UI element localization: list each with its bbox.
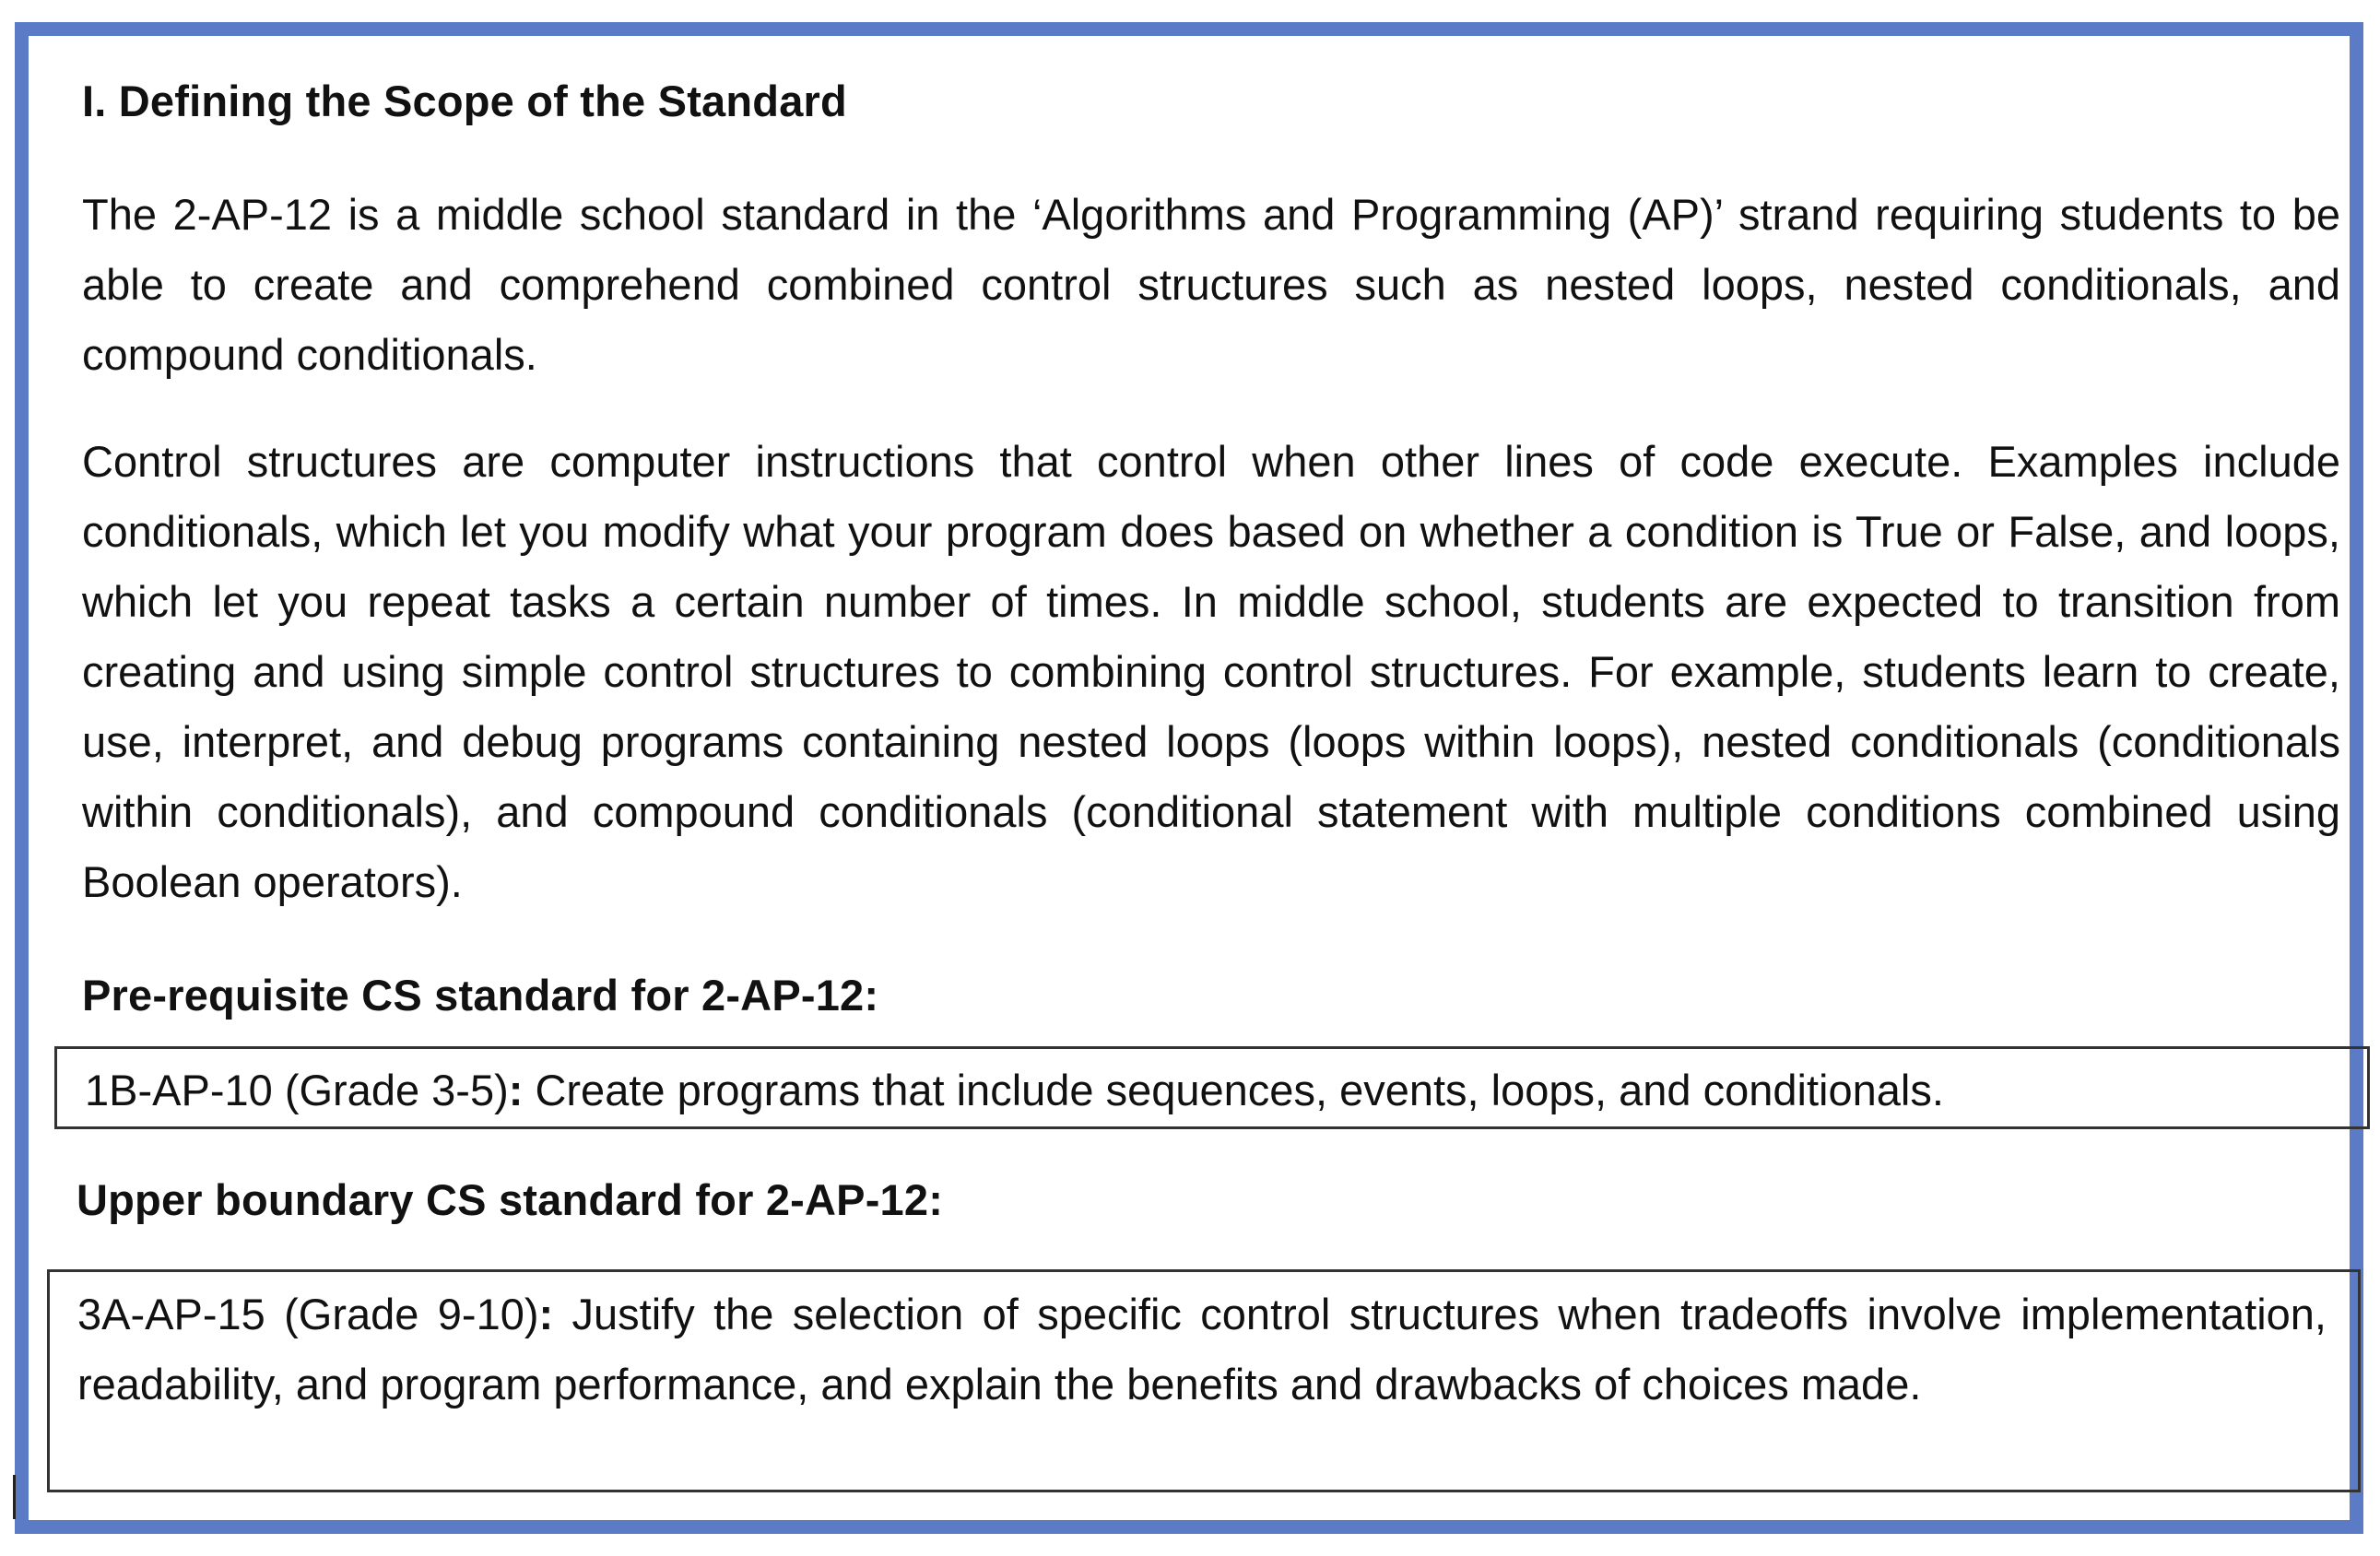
prerequisite-code: 1B-AP-10 (Grade 3-5) [85, 1066, 509, 1114]
document-content [77, 75, 2340, 1492]
prerequisite-heading: Pre-requisite CS standard for 2-AP-12: [82, 971, 879, 1020]
upper-boundary-heading: Upper boundary CS standard for 2-AP-12: [77, 1175, 944, 1224]
upper-boundary-colon: : [538, 1290, 554, 1338]
upper-boundary-code: 3A-AP-15 (Grade 9-10) [77, 1290, 539, 1338]
prerequisite-box [54, 1046, 2370, 1129]
document-frame [15, 22, 2363, 1534]
control-structures-paragraph: Control structures are computer instructions that control when other lines of code execute. Examples include conditionals, which let you modify what your program does based on whether a condition is True or False, and loops, which let you repeat tasks a certain number of times. In middle school, students are expected to transition from creating and using simple control structures to combining control structures. For example, students learn to create, use, interpret, and debug programs containing nested loops (loops within loops), nested conditionals (conditionals within conditionals), and compound conditionals (conditional statement with multiple conditions combined using Boolean operators). [82, 437, 2340, 906]
text-cursor-mark [13, 1475, 16, 1519]
prerequisite-text: Create programs that include sequences, events, loops, and conditionals. [523, 1066, 1944, 1114]
section-title: I. Defining the Scope of the Standard [82, 77, 847, 125]
upper-boundary-box [47, 1269, 2361, 1492]
intro-paragraph: The 2-AP-12 is a middle school standard in the ‘Algorithms and Programming (AP)’ strand requiring students to be able to create and comprehend combined control structures such as nested loops, nested conditionals, and compound conditionals. [82, 190, 2340, 379]
upper-boundary-text: Justify the selection of specific control structures when tradeoffs involve implementation, readability, and program performance, and explain the benefits and drawbacks of choices made. [77, 1290, 2327, 1409]
prerequisite-colon: : [508, 1066, 524, 1114]
